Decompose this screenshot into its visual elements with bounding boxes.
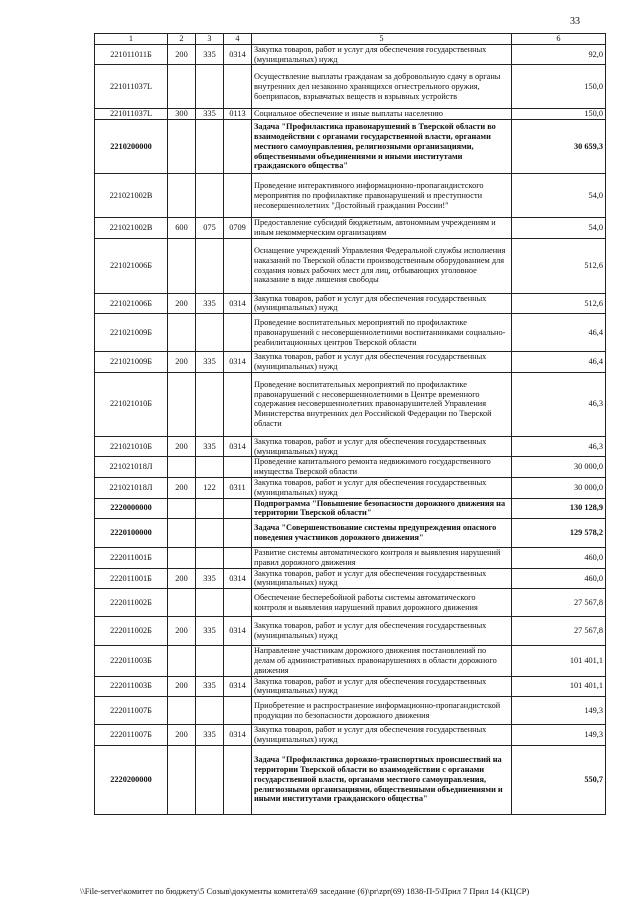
description: Закупка товаров, работ и услуг для обеспечения государственных (муниципальных) нужд xyxy=(252,44,512,65)
expense-type-code xyxy=(168,745,196,814)
amount: 54,0 xyxy=(512,174,606,218)
table-row xyxy=(95,498,606,519)
description: Предоставление субсидий бюджетным, автономным учреждениям и иным некоммерческим организациям xyxy=(252,218,512,239)
section-code xyxy=(224,745,252,814)
department-code: 335 xyxy=(196,109,224,120)
expense-type-code xyxy=(168,174,196,218)
amount: 27 567,8 xyxy=(512,589,606,617)
description: Закупка товаров, работ и услуг для обеспечения государственных (муниципальных) нужд xyxy=(252,568,512,589)
expense-type-code xyxy=(168,548,196,569)
section-code: 0314 xyxy=(224,44,252,65)
column-header: 2 xyxy=(168,34,196,45)
section-code: 0314 xyxy=(224,568,252,589)
section-code xyxy=(224,548,252,569)
expense-type-code xyxy=(168,697,196,725)
classification-code: 222011001Б xyxy=(95,568,168,589)
description: Проведение воспитательных мероприятий по профилактике правонарушений с несовершеннолетними воспитанниками социально-реабилитационных центров Тверской области xyxy=(252,314,512,352)
table-row xyxy=(95,314,606,352)
section-code: 0314 xyxy=(224,436,252,457)
expense-type-code: 200 xyxy=(168,617,196,646)
classification-code: 221021006Б xyxy=(95,293,168,314)
amount: 460,0 xyxy=(512,568,606,589)
table-row xyxy=(95,589,606,617)
description: Подпрограмма "Повышение безопасности дорожного движения на территории Тверской области" xyxy=(252,498,512,519)
section-code: 0311 xyxy=(224,477,252,498)
description: Задача "Профилактика дорожно-транспортных происшествий на территории Тверской области во взаимодействии с органами государственной власти, органами местного самоуправления, религиозными организациями, общественными объединениями и иными институтами гражданского общества" xyxy=(252,745,512,814)
classification-code: 221021009Б xyxy=(95,352,168,373)
classification-code: 221021009Б xyxy=(95,314,168,352)
department-code xyxy=(196,457,224,478)
department-code xyxy=(196,372,224,436)
expense-type-code xyxy=(168,646,196,676)
department-code: 335 xyxy=(196,568,224,589)
amount: 149,3 xyxy=(512,725,606,746)
amount: 150,0 xyxy=(512,65,606,109)
department-code: 075 xyxy=(196,218,224,239)
description: Задача "Профилактика правонарушений в Тверской области во взаимодействии с органами государственной власти, органами местного самоуправления, религиозными организациями, общественными объединениями и иными институтами гражданского общества" xyxy=(252,120,512,174)
amount: 130 128,9 xyxy=(512,498,606,519)
department-code xyxy=(196,589,224,617)
amount: 27 567,8 xyxy=(512,617,606,646)
amount: 460,0 xyxy=(512,548,606,569)
column-header: 5 xyxy=(252,34,512,45)
amount: 101 401,1 xyxy=(512,676,606,697)
amount: 46,3 xyxy=(512,436,606,457)
section-code xyxy=(224,697,252,725)
department-code: 335 xyxy=(196,617,224,646)
expense-type-code xyxy=(168,519,196,548)
classification-code: 2220000000 xyxy=(95,498,168,519)
table-row xyxy=(95,120,606,174)
department-code xyxy=(196,314,224,352)
classification-code: 2210200000 xyxy=(95,120,168,174)
expense-type-code: 200 xyxy=(168,352,196,373)
table-row xyxy=(95,436,606,457)
section-code: 0314 xyxy=(224,725,252,746)
department-code: 122 xyxy=(196,477,224,498)
classification-code: 222011003Б xyxy=(95,676,168,697)
budget-table xyxy=(94,33,606,815)
expense-type-code: 200 xyxy=(168,44,196,65)
table-row xyxy=(95,548,606,569)
section-code xyxy=(224,498,252,519)
department-code xyxy=(196,174,224,218)
description: Закупка товаров, работ и услуг для обеспечения государственных (муниципальных) нужд xyxy=(252,676,512,697)
department-code: 335 xyxy=(196,352,224,373)
table-row xyxy=(95,109,606,120)
section-code: 0709 xyxy=(224,218,252,239)
file-path-footer: \\File-server\комитет по бюджету\5 Созыв\документы комитета\69 заседание (6)\pr\zpr(69) 1838-П-5\Прил 7 Прил 14 (КЦСР) xyxy=(80,886,530,896)
classification-code: 222011007Б xyxy=(95,725,168,746)
amount: 129 578,2 xyxy=(512,519,606,548)
classification-code: 221011037L xyxy=(95,109,168,120)
department-code xyxy=(196,120,224,174)
expense-type-code: 200 xyxy=(168,568,196,589)
department-code: 335 xyxy=(196,293,224,314)
table-row xyxy=(95,174,606,218)
table-row xyxy=(95,477,606,498)
classification-code: 2220200000 xyxy=(95,745,168,814)
department-code: 335 xyxy=(196,676,224,697)
expense-type-code xyxy=(168,589,196,617)
expense-type-code xyxy=(168,457,196,478)
section-code xyxy=(224,65,252,109)
department-code xyxy=(196,519,224,548)
department-code: 335 xyxy=(196,725,224,746)
description: Закупка товаров, работ и услуг для обеспечения государственных (муниципальных) нужд xyxy=(252,617,512,646)
section-code xyxy=(224,372,252,436)
department-code: 335 xyxy=(196,44,224,65)
section-code xyxy=(224,174,252,218)
amount: 46,3 xyxy=(512,372,606,436)
description: Проведение воспитательных мероприятий по профилактике правонарушений с несовершеннолетними в Центре временного содержания несовершеннолетних правонарушителей Управления Министерства внутренних дел Российской Федерации по Тверской области xyxy=(252,372,512,436)
section-code xyxy=(224,589,252,617)
expense-type-code xyxy=(168,238,196,293)
amount: 30 000,0 xyxy=(512,457,606,478)
table-row xyxy=(95,238,606,293)
amount: 46,4 xyxy=(512,352,606,373)
amount: 512,6 xyxy=(512,293,606,314)
table-row xyxy=(95,65,606,109)
amount: 150,0 xyxy=(512,109,606,120)
table-row xyxy=(95,293,606,314)
department-code xyxy=(196,548,224,569)
section-code xyxy=(224,314,252,352)
classification-code: 222011002Б xyxy=(95,617,168,646)
description: Оснащение учреждений Управления Федеральной службы исполнения наказаний по Тверской области производственным оборудованием для создания новых рабочих мест для лиц, отбывающих уголовное наказание в виде лишения свободы xyxy=(252,238,512,293)
amount: 101 401,1 xyxy=(512,646,606,676)
classification-code: 2220100000 xyxy=(95,519,168,548)
table-row xyxy=(95,617,606,646)
expense-type-code xyxy=(168,314,196,352)
description: Проведение интерактивного информационно-пропагандистского мероприятия по профилактике правонарушений и преступности несовершеннолетних "Достойный гражданин России!" xyxy=(252,174,512,218)
table-row xyxy=(95,646,606,676)
column-header: 3 xyxy=(196,34,224,45)
description: Социальное обеспечение и иные выплаты населению xyxy=(252,109,512,120)
expense-type-code xyxy=(168,498,196,519)
page-number: 33 xyxy=(570,16,580,27)
column-header: 1 xyxy=(95,34,168,45)
table-row xyxy=(95,568,606,589)
table-row xyxy=(95,519,606,548)
table-row xyxy=(95,352,606,373)
expense-type-code: 200 xyxy=(168,436,196,457)
description: Направление участникам дорожного движения постановлений по делам об административных правонарушениях в области дорожного движения xyxy=(252,646,512,676)
description: Обеспечение бесперебойной работы системы автоматического контроля и выявления нарушений правил дорожного движения xyxy=(252,589,512,617)
department-code xyxy=(196,697,224,725)
description: Приобретение и распространение информационно-пропагандистской продукции по безопасности дорожного движения xyxy=(252,697,512,725)
classification-code: 221021010Б xyxy=(95,372,168,436)
section-code xyxy=(224,238,252,293)
table-row xyxy=(95,676,606,697)
table-row xyxy=(95,697,606,725)
section-code xyxy=(224,519,252,548)
classification-code: 222011007Б xyxy=(95,697,168,725)
classification-code: 222011001Б xyxy=(95,548,168,569)
expense-type-code: 300 xyxy=(168,109,196,120)
section-code: 0314 xyxy=(224,293,252,314)
classification-code: 222011002Б xyxy=(95,589,168,617)
amount: 54,0 xyxy=(512,218,606,239)
section-code: 0314 xyxy=(224,352,252,373)
expense-type-code xyxy=(168,65,196,109)
expense-type-code: 200 xyxy=(168,725,196,746)
department-code xyxy=(196,65,224,109)
expense-type-code: 200 xyxy=(168,293,196,314)
department-code xyxy=(196,238,224,293)
description: Закупка товаров, работ и услуг для обеспечения государственных (муниципальных) нужд xyxy=(252,293,512,314)
expense-type-code: 200 xyxy=(168,477,196,498)
department-code xyxy=(196,498,224,519)
section-code: 0314 xyxy=(224,676,252,697)
amount: 550,7 xyxy=(512,745,606,814)
department-code xyxy=(196,745,224,814)
section-code: 0113 xyxy=(224,109,252,120)
column-number-row xyxy=(95,34,606,45)
classification-code: 221021002В xyxy=(95,218,168,239)
description: Закупка товаров, работ и услуг для обеспечения государственных (муниципальных) нужд xyxy=(252,477,512,498)
table-body xyxy=(95,34,606,815)
description: Осуществление выплаты гражданам за добровольную сдачу в органы внутренних дел незаконно хранящихся огнестрельного оружия, боеприпасов, взрывчатых веществ и взрывных устройств xyxy=(252,65,512,109)
expense-type-code: 200 xyxy=(168,676,196,697)
table-row xyxy=(95,44,606,65)
classification-code: 221011011Б xyxy=(95,44,168,65)
column-header: 4 xyxy=(224,34,252,45)
expense-type-code xyxy=(168,372,196,436)
section-code xyxy=(224,120,252,174)
classification-code: 221021018Л xyxy=(95,457,168,478)
classification-code: 221021006Б xyxy=(95,238,168,293)
amount: 512,6 xyxy=(512,238,606,293)
classification-code: 222011003Б xyxy=(95,646,168,676)
expense-type-code: 600 xyxy=(168,218,196,239)
classification-code: 221011037L xyxy=(95,65,168,109)
table-row xyxy=(95,372,606,436)
description: Закупка товаров, работ и услуг для обеспечения государственных (муниципальных) нужд xyxy=(252,725,512,746)
amount: 30 000,0 xyxy=(512,477,606,498)
classification-code: 221021018Л xyxy=(95,477,168,498)
department-code: 335 xyxy=(196,436,224,457)
section-code xyxy=(224,457,252,478)
table-row xyxy=(95,745,606,814)
description: Задача "Совершенствование системы предупреждения опасного поведения участников дорожного движения" xyxy=(252,519,512,548)
description: Закупка товаров, работ и услуг для обеспечения государственных (муниципальных) нужд xyxy=(252,436,512,457)
description: Развитие системы автоматического контроля и выявления нарушений правил дорожного движения xyxy=(252,548,512,569)
section-code: 0314 xyxy=(224,617,252,646)
table-row xyxy=(95,725,606,746)
column-header: 6 xyxy=(512,34,606,45)
classification-code: 221021010Б xyxy=(95,436,168,457)
amount: 92,0 xyxy=(512,44,606,65)
amount: 30 659,3 xyxy=(512,120,606,174)
amount: 46,4 xyxy=(512,314,606,352)
table-row xyxy=(95,218,606,239)
expense-type-code xyxy=(168,120,196,174)
description: Закупка товаров, работ и услуг для обеспечения государственных (муниципальных) нужд xyxy=(252,352,512,373)
department-code xyxy=(196,646,224,676)
amount: 149,3 xyxy=(512,697,606,725)
description: Проведение капитального ремонта недвижимого государственного имущества Тверской области xyxy=(252,457,512,478)
table-row xyxy=(95,457,606,478)
section-code xyxy=(224,646,252,676)
classification-code: 221021002В xyxy=(95,174,168,218)
